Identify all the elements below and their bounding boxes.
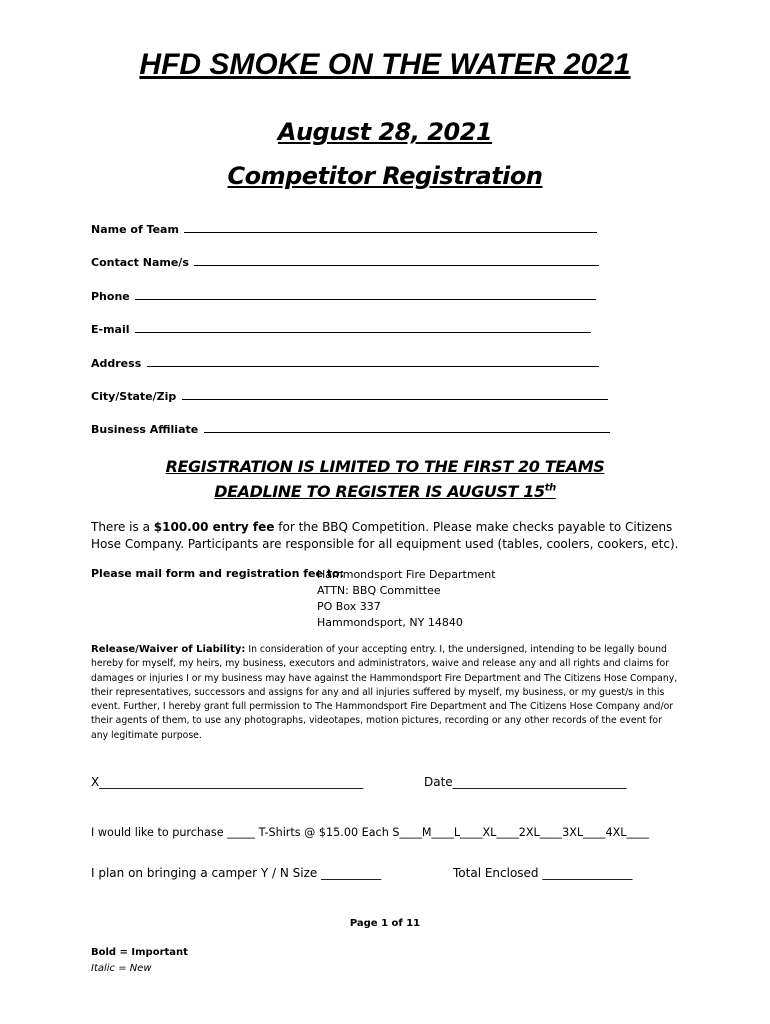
page-number: Page 1 of 11 xyxy=(349,918,421,929)
field-label: Name of Team xyxy=(91,223,179,236)
mail-instructions-label: Please mail form and registration fee to: xyxy=(91,567,345,580)
field-label: Contact Name/s xyxy=(91,256,189,269)
bold-legend: Bold = Important xyxy=(91,947,188,958)
field-label: Address xyxy=(91,357,142,370)
field-underline[interactable] xyxy=(147,356,599,367)
address-line: Hammondsport Fire Department xyxy=(317,568,496,581)
deadline-suffix: th xyxy=(544,482,556,494)
field-underline[interactable] xyxy=(204,422,610,433)
field-underline[interactable] xyxy=(194,255,599,266)
event-date: August 28, 2021 xyxy=(277,118,493,146)
event-title: HFD SMOKE ON THE WATER 2021 xyxy=(139,48,631,81)
deadline-notice xyxy=(0,482,770,501)
waiver-heading: Release/Waiver of Liability: xyxy=(91,644,246,655)
fee-pre: There is a xyxy=(91,520,154,534)
tshirt-order-line[interactable]: I would like to purchase _____ T-Shirts @ $15.00 Each S____M____L____XL____2XL____3XL____4XL____ xyxy=(91,826,649,839)
registration-limit-notice: REGISTRATION IS LIMITED TO THE FIRST 20 TEAMS xyxy=(165,457,605,476)
address-line: Hammondsport, NY 14840 xyxy=(317,616,463,629)
field-underline[interactable] xyxy=(135,322,591,333)
field-label: E-mail xyxy=(91,323,130,336)
fee-post: for the BBQ Competition. Please make checks payable to Citizens Hose Company. Participants are responsible for all equipment used (tables, coolers, cookers, etc). xyxy=(91,520,679,551)
field-underline[interactable] xyxy=(184,222,597,233)
signature-line[interactable]: X____________________________________________ xyxy=(91,775,364,789)
fee-amount: $100.00 entry fee xyxy=(153,520,275,534)
italic-legend: Italic = New xyxy=(91,963,152,974)
mailing-address xyxy=(317,567,496,631)
deadline-text: DEADLINE TO REGISTER IS AUGUST 15 xyxy=(214,482,545,501)
waiver-text: In consideration of your accepting entry. I, the undersigned, intending to be legally bound hereby for myself, my heirs, my business, executors and administrators, waive and release any and all rights and claims for damages or injuries I or my business may have against the Hammondsport Fire Department and The Citizens Hose Company, their representatives, successors and assigns for any and all injuries suffered by myself, my business, or my guest/s in this event. Further, I hereby grant full permission to The Hammondsport Fire Department and The Citizens Hose Company and/or their agents of them, to use any photographs, videotapes, motion pictures, recording or any other records of the event for any legitimate purpose. xyxy=(91,644,678,741)
liability-waiver xyxy=(91,643,681,743)
entry-fee-paragraph xyxy=(91,519,691,553)
field-label: Phone xyxy=(91,290,130,303)
total-enclosed-line[interactable]: Total Enclosed _______________ xyxy=(453,866,633,880)
field-team-name[interactable] xyxy=(91,222,597,236)
address-line: PO Box 337 xyxy=(317,600,381,613)
camper-line[interactable]: I plan on bringing a camper Y / N Size __________ xyxy=(91,866,382,880)
field-underline[interactable] xyxy=(135,289,596,300)
address-line: ATTN: BBQ Committee xyxy=(317,584,441,597)
date-line[interactable]: Date_____________________________ xyxy=(424,775,627,789)
field-label: Business Affiliate xyxy=(91,423,199,436)
field-label: City/State/Zip xyxy=(91,390,177,403)
field-phone[interactable] xyxy=(91,289,596,303)
field-business-affiliate[interactable] xyxy=(91,422,610,436)
field-city-state-zip[interactable] xyxy=(91,389,608,403)
field-email[interactable] xyxy=(91,322,591,336)
form-subtitle: Competitor Registration xyxy=(227,162,543,190)
field-contact-name[interactable] xyxy=(91,255,599,269)
field-underline[interactable] xyxy=(182,389,608,400)
field-address[interactable] xyxy=(91,356,599,370)
